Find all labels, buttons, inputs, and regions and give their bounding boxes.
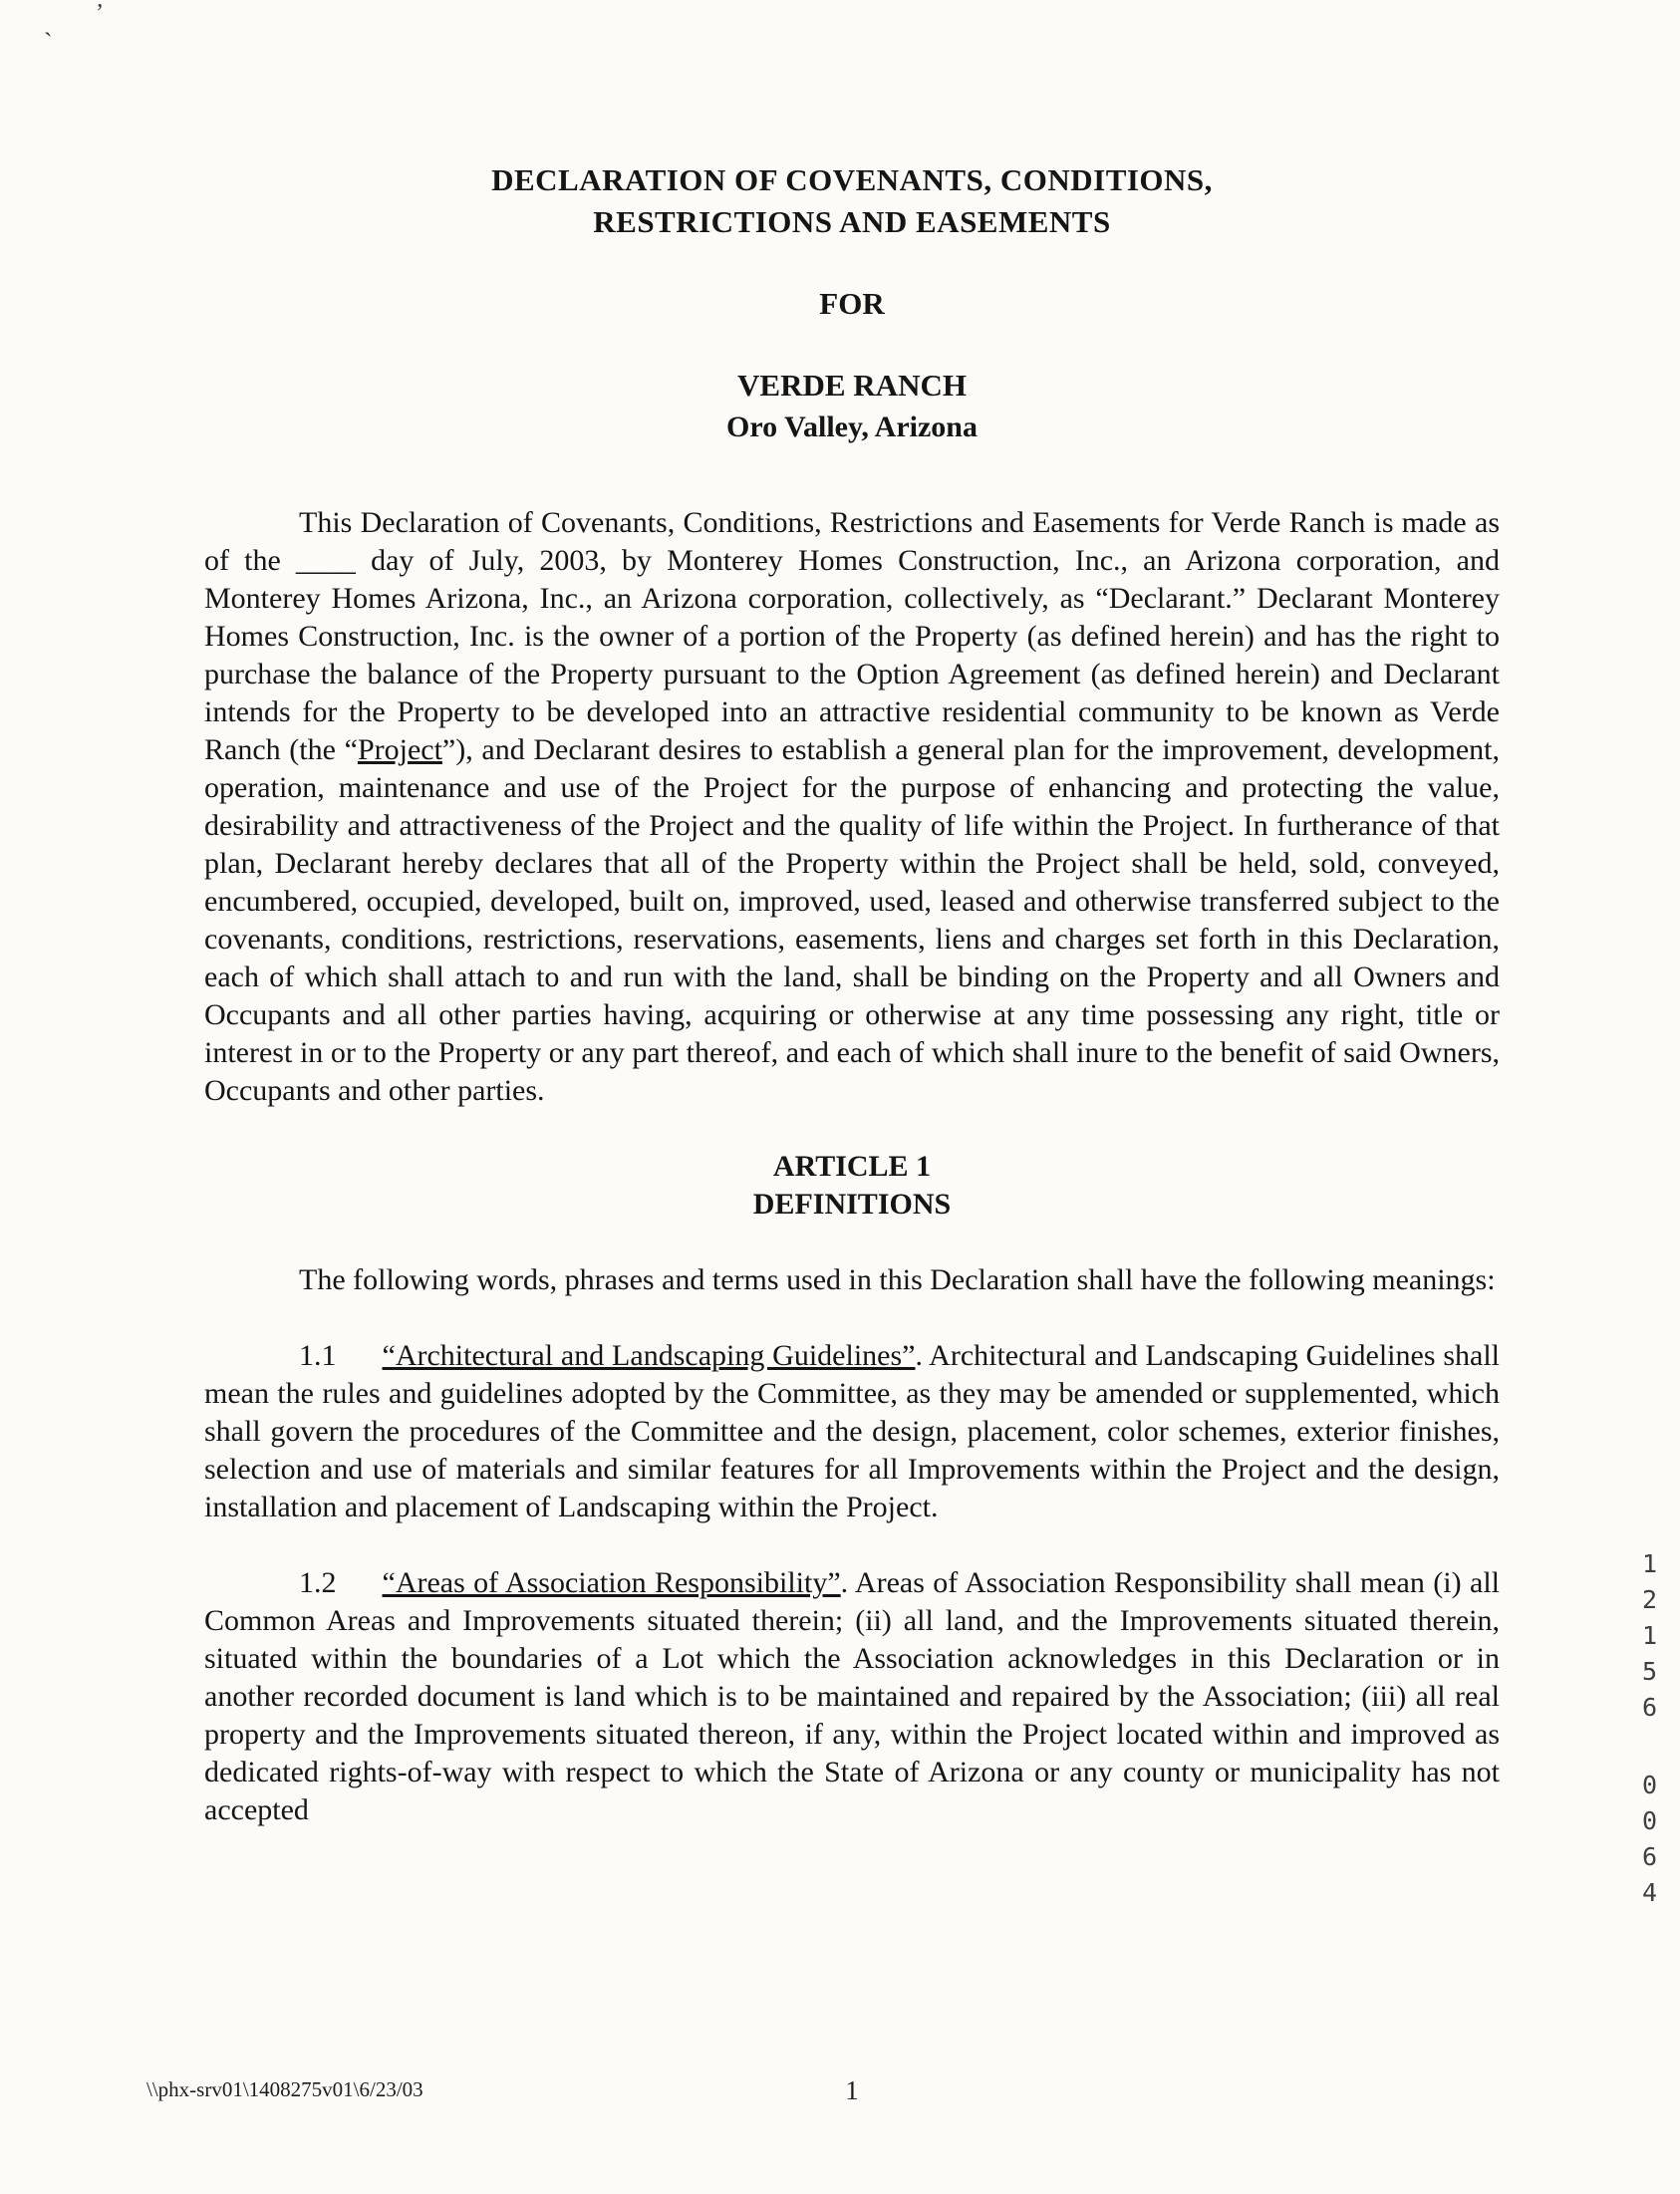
recording-stamp-line-1: 12156 [1635,1549,1664,1729]
file-reference: \\phx-srv01\1408275v01\6/23/03 [146,2077,423,2101]
article-heading-block [204,1148,1500,1224]
property-name-block [204,365,1500,448]
for-line: FOR [819,286,885,321]
scan-artifact: ` [44,28,53,57]
section-1-1-paragraph: 1.1 “Architectural and Landscaping Guidelines”. Architectural and Landscaping Guidelines shall mean the rules and guidelines adopted by the Committee, as they may be amended or supplemented, which shall govern the procedures of the Committee and the design, placement, color schemes, exterior finishes, selection and use of materials and similar features for all Improvements within the Project and the design, installation and placement of Landscaping within the Project. [204,1339,1501,1523]
document-title [204,159,1500,243]
property-location: Oro Valley, Arizona [726,411,978,443]
intro-paragraph: This Declaration of Covenants, Conditions, Restrictions and Easements for Verde Ranch is made as of the ____ day of July, 2003, by Monterey Homes Construction, Inc., an Arizona corporation, and Monterey Homes Arizona, Inc., an Arizona corporation, collectively, as “Declarant.” Declarant Monterey Homes Construction, Inc. is the owner of a portion of the Property (as defined herein) and has the right to purchase the balance of the Property pursuant to the Option Agreement (as defined herein) and Declarant intends for the Property to be developed into an attractive residential community to be known as Verde Ranch (the “Project”), and Declarant desires to establish a general plan for the improvement, development, operation, maintenance and use of the Project for the purpose of enhancing and protecting the value, desirability and attractiveness of the Project and the quality of life within the Project. In furtherance of that plan, Declarant hereby declares that all of the Property within the Project shall be held, sold, conveyed, encumbered, occupied, developed, built on, improved, used, leased and otherwise transferred subject to the covenants, conditions, restrictions, reservations, easements, liens and charges set forth in this Declaration, each of which shall attach to and run with the land, shall be binding on the Property and all Owners and Occupants and all other parties having, acquiring or otherwise at any time possessing any right, title or interest in or to the Property or any part thereof, and each of which shall inure to the benefit of said Owners, Occupants and other parties. [204,506,1500,1107]
recording-stamp-line-2: 0064 [1635,1771,1664,1914]
recording-stamp [1635,1549,1664,1914]
property-name: VERDE RANCH [737,368,967,403]
document-title-line-1: DECLARATION OF COVENANTS, CONDITIONS, [491,162,1213,197]
document-body [204,159,1500,1867]
section-1-2-paragraph: 1.2 “Areas of Association Responsibility”. Areas of Association Responsibility shall mean (i) all Common Areas and Improvements situated therein; (ii) all land, and the Improvements situated therein, situated within the boundaries of a Lot which the Association acknowledges in this Declaration or in another recorded document is land which is to be maintained and repaired by the Association; (iii) all real property and the Improvements situated thereon, if any, within the Project located within and improved as dedicated rights-of-way with respect to which the State of Arizona or any county or municipality has not accepted [204,1566,1500,1826]
article-title: DEFINITIONS [752,1188,952,1221]
page-number: 1 [845,2075,859,2105]
definitions-lead-in: The following words, phrases and terms used in this Declaration shall have the following meanings: [299,1263,1496,1296]
article-number: ARTICLE 1 [772,1150,932,1183]
scan-artifact: ’ [96,0,104,26]
document-title-line-2: RESTRICTIONS AND EASEMENTS [593,204,1111,239]
